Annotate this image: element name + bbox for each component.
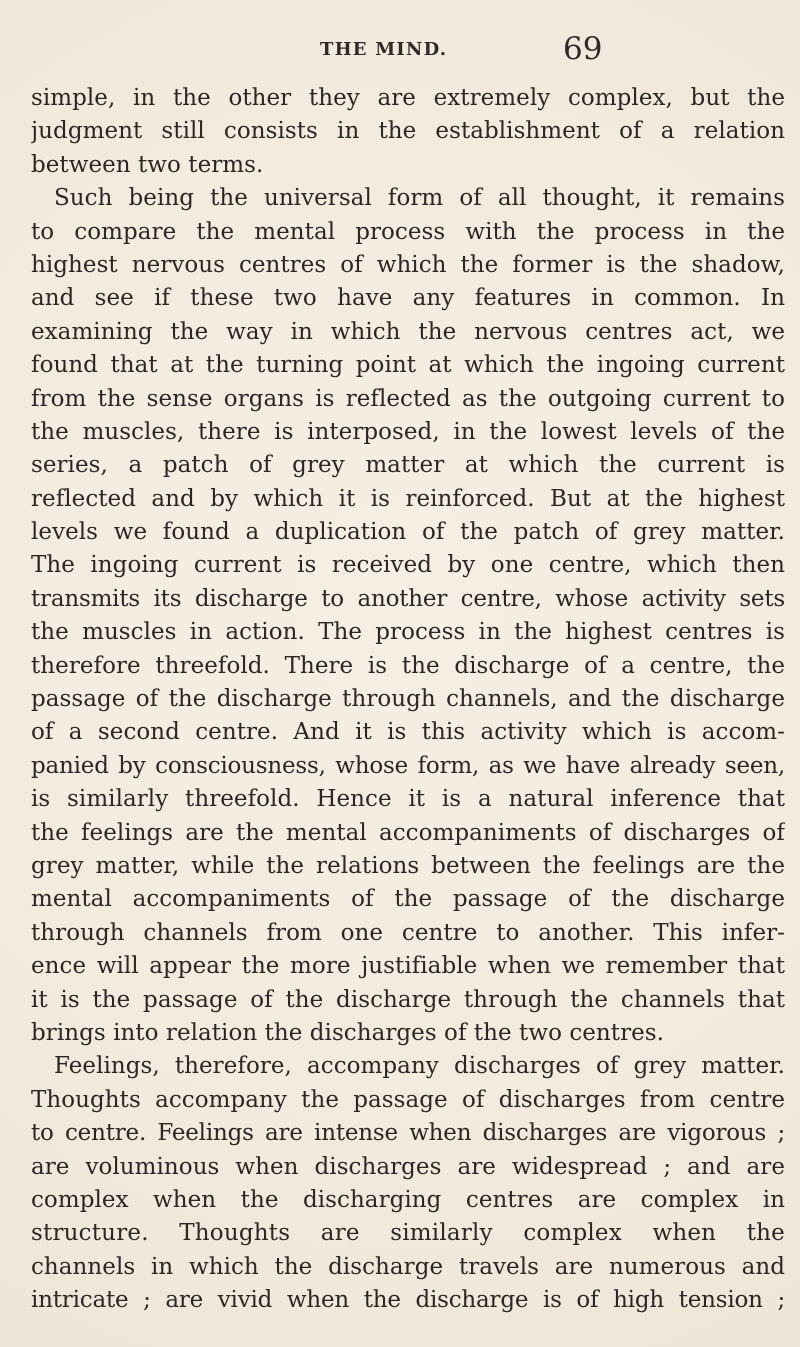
- text-line-35: structure. Thoughts are similarly complex when the: [31, 1220, 785, 1247]
- text-line-06: highest nervous centres of which the former is the shadow,: [31, 251, 785, 278]
- text-line-34: complex when the discharging centres are complex in: [31, 1186, 785, 1213]
- text-line-08: examining the way in which the nervous centres act, we: [31, 318, 785, 345]
- text-line-31: Thoughts accompany the passage of discharges from centre: [31, 1086, 785, 1113]
- page-header: [0, 31, 800, 71]
- text-line-07: and see if these two have any features in common. In: [31, 285, 785, 312]
- text-line-18: therefore threefold. There is the discharge of a centre, the: [31, 652, 785, 679]
- text-line-21: panied by consciousness, whose form, as we have already seen,: [31, 752, 785, 779]
- text-line-05: to compare the mental process with the process in the: [31, 218, 785, 245]
- page-number: 69: [563, 31, 603, 67]
- text-line-01: simple, in the other they are extremely complex, but the: [31, 85, 785, 111]
- text-line-25: mental accompaniments of the passage of the discharge: [31, 886, 785, 913]
- text-line-04: Such being the universal form of all thought, it remains: [54, 185, 785, 212]
- text-line-33: are voluminous when discharges are widespread ; and are: [31, 1153, 785, 1180]
- text-line-16: transmits its discharge to another centre, whose activity sets: [31, 585, 785, 612]
- text-line-14: levels we found a duplication of the patch of grey matter.: [31, 519, 785, 546]
- text-line-26: through channels from one centre to another. This infer-: [31, 919, 785, 946]
- text-line-15: The ingoing current is received by one centre, which then: [31, 552, 785, 579]
- text-line-36: channels in which the discharge travels are numerous and: [31, 1253, 785, 1280]
- text-line-12: series, a patch of grey matter at which the current is: [31, 452, 785, 479]
- text-line-03: between two terms.: [31, 151, 264, 178]
- text-line-02: judgment still consists in the establishment of a relation: [31, 118, 785, 145]
- text-line-24: grey matter, while the relations between the feelings are the: [31, 852, 785, 879]
- text-line-19: passage of the discharge through channels, and the discharge: [31, 686, 785, 713]
- text-line-20: of a second centre. And it is this activity which is accom-: [31, 719, 785, 746]
- text-line-23: the feelings are the mental accompaniments of discharges of: [31, 819, 785, 846]
- text-line-29: brings into relation the discharges of the two centres.: [31, 1019, 665, 1046]
- text-line-09: found that at the turning point at which the ingoing current: [31, 352, 785, 379]
- text-line-27: ence will appear the more justifiable when we remember that: [31, 953, 785, 980]
- text-line-10: from the sense organs is reflected as the outgoing current to: [31, 385, 785, 412]
- text-line-28: it is the passage of the discharge through the channels that: [31, 986, 785, 1013]
- text-line-30: Feelings, therefore, accompany discharges of grey matter.: [54, 1053, 785, 1080]
- text-line-37: intricate ; are vivid when the discharge is of high tension ;: [31, 1287, 785, 1314]
- running-head: THE MIND.: [320, 39, 448, 60]
- text-line-13: reflected and by which it is reinforced. But at the highest: [31, 485, 785, 512]
- text-line-11: the muscles, there is interposed, in the lowest levels of the: [31, 418, 785, 445]
- text-line-22: is similarly threefold. Hence it is a natural inference that: [31, 786, 785, 813]
- text-line-17: the muscles in action. The process in the highest centres is: [31, 619, 785, 646]
- body-text: [31, 82, 785, 1317]
- text-line-32: to centre. Feelings are intense when discharges are vigorous ;: [31, 1120, 785, 1147]
